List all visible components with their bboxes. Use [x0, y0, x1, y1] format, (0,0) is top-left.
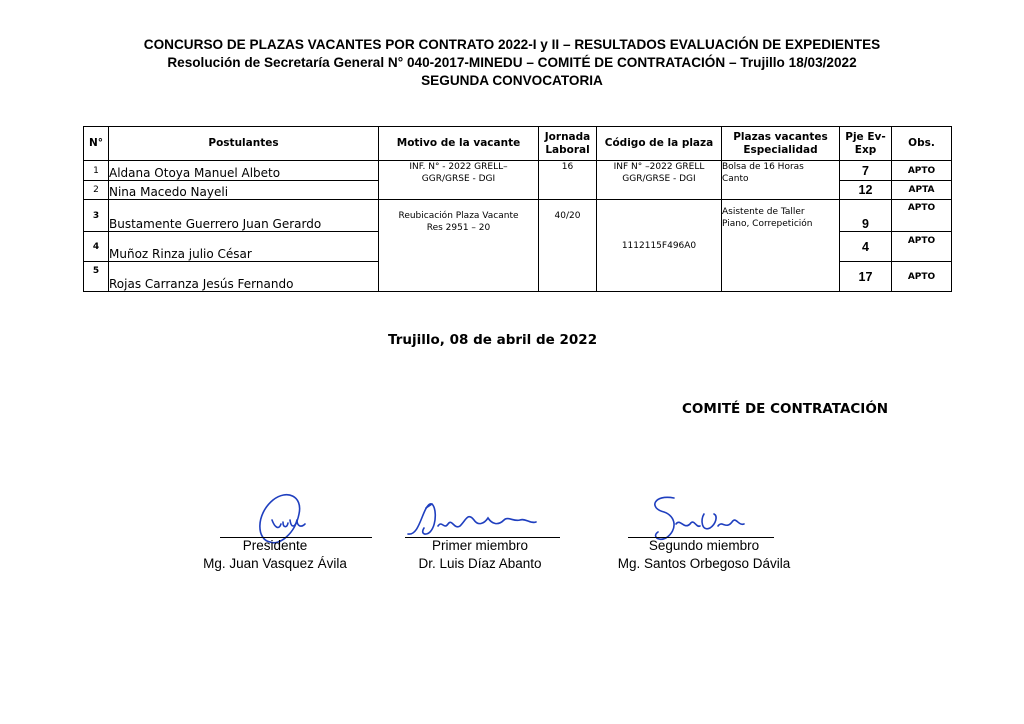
row-num: 5 — [84, 262, 109, 292]
header-codigo: Código de la plaza — [597, 127, 722, 161]
header-jornada — [539, 127, 597, 161]
work-hours: 16 — [539, 161, 597, 200]
vacancy-reason-line2: GGR/GRSE - DGI — [421, 174, 496, 184]
row-num: 2 — [84, 181, 109, 200]
vacancy-specialty — [722, 200, 840, 292]
results-table — [83, 126, 952, 292]
document-convocatoria: SEGUNDA CONVOCATORIA — [421, 73, 603, 88]
vacancy-specialty-line1: Bolsa de 16 Horas — [722, 162, 804, 172]
score: 12 — [840, 181, 892, 200]
vacancy-reason-line1: INF. N° - 2022 GRELL– — [409, 162, 508, 172]
status-result: APTO — [892, 262, 952, 292]
header-plazas-line1: Plazas vacantes — [733, 130, 828, 143]
header-motivo: Motivo de la vacante — [379, 127, 539, 161]
document-subtitle: Resolución de Secretaría General N° 040-2017-MINEDU – COMITÉ DE CONTRATACIÓN – Trujillo 18/03/2022 — [167, 55, 857, 70]
position-code: 1112115F496A0 — [597, 200, 722, 292]
signature-name: Mg. Santos Orbegoso Dávila — [617, 556, 791, 571]
row-num: 1 — [84, 161, 109, 181]
signature-role: Primer miembro — [431, 538, 528, 553]
header-jornada-line2: Laboral — [545, 143, 590, 156]
header-postulantes: Postulantes — [109, 127, 379, 161]
table-row — [84, 161, 952, 181]
status-result: APTO — [892, 161, 952, 181]
score: 17 — [840, 262, 892, 292]
signature-name: Dr. Luis Díaz Abanto — [418, 556, 542, 571]
header-pje-line2: Exp — [854, 143, 877, 156]
score: 4 — [840, 232, 892, 262]
signature-name: Mg. Juan Vasquez Ávila — [203, 556, 347, 571]
vacancy-reason — [379, 200, 539, 292]
status-result: APTO — [892, 232, 952, 262]
committee-label: COMITÉ DE CONTRATACIÓN — [682, 401, 889, 417]
applicant-name: Aldana Otoya Manuel Albeto — [109, 161, 379, 181]
header-pje-line1: Pje Ev- — [845, 130, 886, 143]
vacancy-specialty — [722, 161, 840, 200]
row-num: 3 — [84, 200, 109, 232]
applicant-name: Nina Macedo Nayeli — [109, 181, 379, 200]
table-header-row — [84, 127, 952, 161]
vacancy-specialty-line2: Piano, Correpetición — [722, 219, 813, 229]
signature-role: Segundo miembro — [648, 538, 760, 553]
vacancy-reason-line2: Res 2951 – 20 — [426, 223, 491, 233]
score: 7 — [840, 161, 892, 181]
header-num: N° — [84, 127, 109, 161]
table-row — [84, 200, 952, 232]
header-obs: Obs. — [892, 127, 952, 161]
document-date: Trujillo, 08 de abril de 2022 — [388, 332, 598, 348]
work-hours: 40/20 — [539, 200, 597, 292]
vacancy-specialty-line2: Canto — [722, 174, 749, 184]
status-result: APTA — [892, 181, 952, 200]
signature-role: Presidente — [242, 538, 308, 553]
applicant-name: Bustamente Guerrero Juan Gerardo — [109, 200, 379, 232]
header-plazas-line2: Especialidad — [743, 143, 818, 156]
header-jornada-line1: Jornada — [544, 130, 591, 143]
vacancy-specialty-line1: Asistente de Taller — [722, 207, 805, 217]
row-num: 4 — [84, 232, 109, 262]
document-title: CONCURSO DE PLAZAS VACANTES POR CONTRATO 2022-I y II – RESULTADOS EVALUACIÓN DE EXPEDIENTES — [143, 37, 881, 52]
position-code — [597, 161, 722, 200]
vacancy-reason-line1: Reubicación Plaza Vacante — [398, 211, 519, 221]
position-code-line2: GGR/GRSE - DGI — [622, 174, 696, 184]
header-pje — [840, 127, 892, 161]
applicant-name: Rojas Carranza Jesús Fernando — [109, 262, 379, 292]
position-code-line1: INF N° –2022 GRELL — [613, 162, 705, 172]
header-plazas — [722, 127, 840, 161]
applicant-name: Muñoz Rinza julio César — [109, 232, 379, 262]
vacancy-reason — [379, 161, 539, 200]
status-result: APTO — [892, 200, 952, 232]
document-header — [0, 36, 1024, 90]
score: 9 — [840, 200, 892, 232]
